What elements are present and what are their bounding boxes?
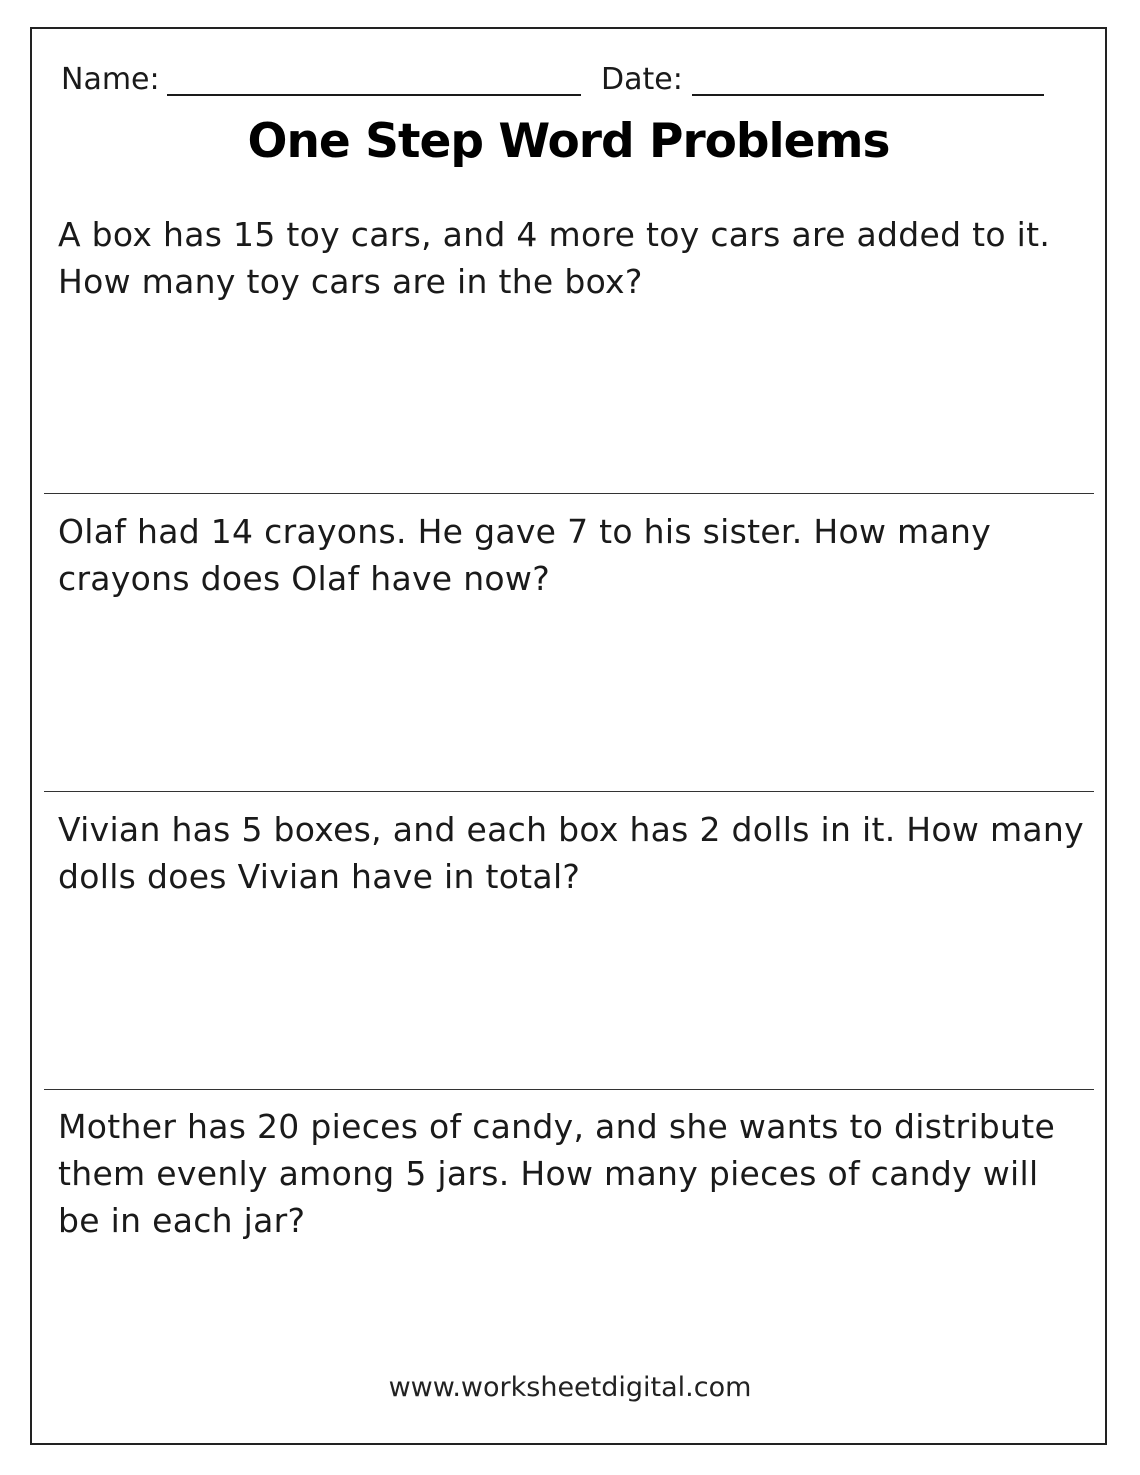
date-label: Date: — [601, 62, 683, 97]
name-label: Name: — [61, 62, 160, 97]
date-field-line[interactable] — [692, 94, 1044, 96]
problem-divider — [44, 1089, 1094, 1090]
footer-url: www.worksheetdigital.com — [388, 1372, 752, 1403]
problem-3: Vivian has 5 boxes, and each box has 2 dolls in it. How many dolls does Vivian have in total? — [58, 810, 1084, 896]
problem-4: Mother has 20 pieces of candy, and she wants to distribute them evenly among 5 jars. How many pieces of candy will be in each jar? — [58, 1107, 1056, 1240]
name-field-line[interactable] — [167, 94, 581, 96]
problem-divider — [44, 493, 1094, 494]
page-title: One Step Word Problems — [247, 114, 890, 169]
worksheet-page — [30, 27, 1107, 1445]
problem-1: A box has 15 toy cars, and 4 more toy cars are added to it. How many toy cars are in the box? — [58, 215, 1051, 301]
name-date-header — [61, 62, 1061, 102]
problem-divider — [44, 791, 1094, 792]
problem-2: Olaf had 14 crayons. He gave 7 to his sister. How many crayons does Olaf have now? — [58, 512, 992, 598]
